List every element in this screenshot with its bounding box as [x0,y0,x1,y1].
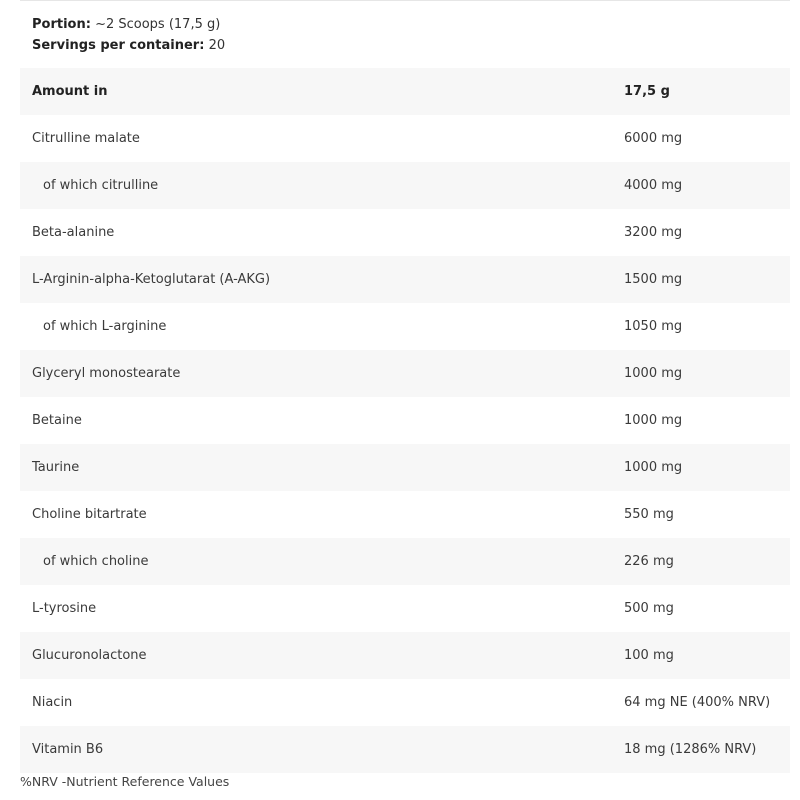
table-row [20,303,790,350]
ingredient-name: L-Arginin-alpha-Ketoglutarat (A-AKG) [20,256,624,303]
ingredient-name: Beta-alanine [20,209,624,256]
table-row [20,491,790,538]
table-row [20,632,790,679]
servings-line [32,35,225,56]
table-row [20,256,790,303]
ingredient-amount: 1000 mg [624,444,790,491]
ingredient-name: of which citrulline [20,162,624,209]
header-portion-size: 17,5 g [624,68,790,115]
ingredient-name: of which choline [20,538,624,585]
footnote: %NRV -Nutrient Reference Values [20,774,230,789]
table-row [20,397,790,444]
ingredient-name: Niacin [20,679,624,726]
table-row [20,162,790,209]
ingredient-amount: 226 mg [624,538,790,585]
table-row [20,679,790,726]
ingredient-name: Glucuronolactone [20,632,624,679]
header-amount-in: Amount in [20,68,624,115]
ingredient-name: Choline bitartrate [20,491,624,538]
ingredient-name: of which L-arginine [20,303,624,350]
table-row [20,538,790,585]
table-header-row [20,68,790,115]
table-row [20,209,790,256]
ingredient-amount: 1000 mg [624,350,790,397]
ingredient-amount: 100 mg [624,632,790,679]
servings-value: 20 [208,38,226,53]
ingredient-name: Glyceryl monostearate [20,350,624,397]
ingredient-amount: 6000 mg [624,115,790,162]
table-row [20,726,790,773]
ingredient-amount: 1000 mg [624,397,790,444]
ingredient-amount: 3200 mg [624,209,790,256]
ingredient-name: Betaine [20,397,624,444]
servings-label: Servings per container: [32,38,205,53]
portion-line [32,14,225,35]
ingredient-amount: 4000 mg [624,162,790,209]
ingredient-amount: 18 mg (1286% NRV) [624,726,790,773]
ingredient-amount: 1500 mg [624,256,790,303]
portion-label: Portion: [32,17,91,32]
nutrition-table [20,68,790,773]
ingredient-name: Taurine [20,444,624,491]
ingredient-amount: 500 mg [624,585,790,632]
ingredient-amount: 64 mg NE (400% NRV) [624,679,790,726]
ingredient-amount: 1050 mg [624,303,790,350]
ingredient-name: Citrulline malate [20,115,624,162]
portion-info [32,14,225,56]
table-row [20,350,790,397]
table-row [20,115,790,162]
table-row [20,444,790,491]
portion-value: ~2 Scoops (17,5 g) [95,17,221,32]
ingredient-name: L-tyrosine [20,585,624,632]
ingredient-amount: 550 mg [624,491,790,538]
top-divider [20,0,790,1]
ingredient-name: Vitamin B6 [20,726,624,773]
table-row [20,585,790,632]
